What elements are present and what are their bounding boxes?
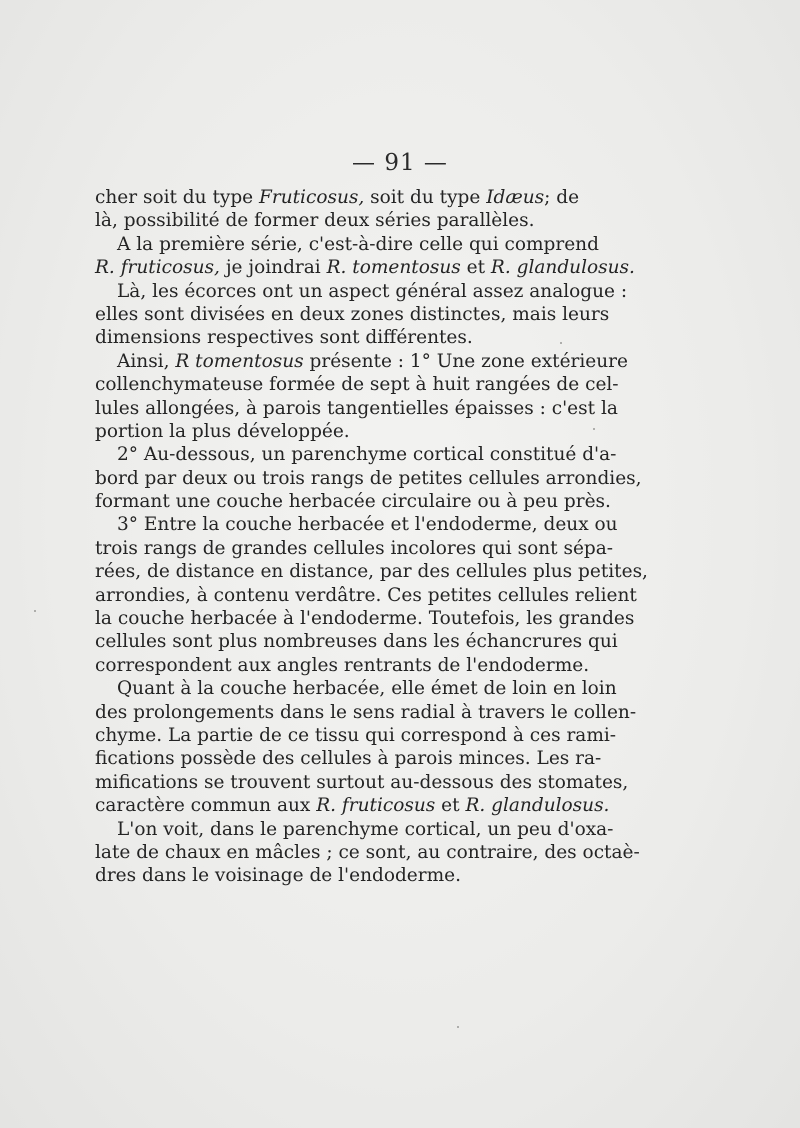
text-segment: collenchymateuse formée de sept à huit rangées de cel- — [95, 374, 619, 396]
text-line — [95, 490, 611, 513]
text-segment: portion la plus développée. — [95, 420, 350, 442]
text-line — [95, 350, 628, 373]
text-segment: lules allongées, à parois tangentielles épaisses : c'est la — [95, 397, 618, 419]
italic-text: R tomentosus — [175, 350, 304, 372]
text-line — [95, 818, 614, 841]
text-segment: elles sont divisées en deux zones distinctes, mais leurs — [95, 303, 610, 325]
text-line — [95, 560, 648, 583]
text-segment: correspondent aux angles rentrants de l'endoderme. — [95, 654, 590, 676]
text-segment: A la première série, c'est-à-dire celle qui comprend — [117, 233, 599, 255]
text-segment: rées, de distance en distance, par des cellules plus petites, — [95, 561, 648, 583]
text-line — [95, 607, 635, 630]
body-text — [95, 186, 648, 888]
paper-speck — [593, 428, 595, 430]
text-segment: et — [460, 257, 491, 279]
paper-speck — [560, 342, 562, 344]
text-segment: trois rangs de grandes cellules incolores qui sont sépa- — [95, 537, 614, 559]
text-line — [95, 233, 599, 256]
text-line — [95, 584, 637, 607]
text-segment: cher soit du type — [95, 187, 260, 208]
text-line — [95, 443, 617, 466]
text-line — [95, 373, 619, 396]
text-line — [95, 724, 617, 747]
text-line — [95, 794, 610, 817]
paper-speck — [34, 610, 36, 612]
text-line — [95, 864, 565, 887]
text-segment: Ainsi, — [117, 350, 176, 372]
text-segment: dimensions respectives sont différentes. — [95, 327, 473, 349]
italic-text: R. fruticosus — [316, 795, 436, 817]
text-line — [95, 841, 640, 864]
text-line — [95, 256, 635, 279]
text-segment: ; de — [544, 187, 580, 208]
text-segment: présente : 1° Une zone extérieure — [303, 350, 628, 372]
text-segment: Quant à la couche herbacée, elle émet de loin en loin — [117, 678, 617, 700]
text-segment: mifications se trouvent surtout au-dessous des stomates, — [95, 771, 629, 793]
text-line — [95, 186, 580, 209]
italic-text: Idæus — [486, 187, 545, 208]
text-line — [95, 280, 628, 303]
text-segment: fications possède des cellules à parois minces. Les ra- — [95, 748, 602, 770]
text-segment: bord par deux ou trois rangs de petites cellules arrondies, — [95, 467, 642, 489]
text-line — [95, 326, 565, 349]
text-segment: formant une couche herbacée circulaire ou à peu près. — [95, 491, 611, 513]
italic-text: R. glandulosus. — [465, 795, 610, 817]
text-segment: des prolongements dans le sens radial à travers le collen- — [95, 701, 637, 723]
text-line — [95, 654, 590, 677]
text-segment: dres dans le voisinage de l'endoderme. — [95, 865, 461, 887]
text-segment: je joindrai — [219, 257, 327, 279]
text-segment: 2° Au-dessous, un parenchyme cortical constitué d'a- — [117, 444, 617, 466]
text-segment: Là, les écorces ont un aspect général assez analogue : — [117, 280, 628, 302]
text-segment: late de chaux en mâcles ; ce sont, au contraire, des octaè- — [95, 841, 640, 863]
italic-text: R. tomentosus — [326, 257, 461, 279]
text-segment: 3° Entre la couche herbacée et l'endoderme, deux ou — [117, 514, 618, 536]
text-segment: et — [435, 795, 466, 817]
text-line — [95, 397, 618, 420]
text-line — [95, 467, 642, 490]
text-line — [95, 771, 629, 794]
italic-text: R. fruticosus, — [95, 257, 220, 279]
text-segment: caractère commun aux — [95, 795, 317, 817]
paper-speck — [457, 1026, 459, 1028]
text-line — [95, 209, 565, 232]
text-segment: arrondies, à contenu verdâtre. Ces petites cellules relient — [95, 584, 637, 606]
text-line — [95, 677, 617, 700]
text-line — [95, 747, 602, 770]
text-line — [95, 701, 637, 724]
text-line — [95, 303, 610, 326]
text-line — [95, 537, 614, 560]
italic-text: R. glandulosus. — [490, 257, 635, 279]
text-line — [95, 630, 618, 653]
text-line — [95, 420, 565, 443]
text-segment: la couche herbacée à l'endoderme. Toutefois, les grandes — [95, 608, 635, 630]
page-number: — 91 — — [352, 150, 448, 176]
text-segment: cellules sont plus nombreuses dans les échancrures qui — [95, 631, 618, 653]
text-line — [95, 513, 618, 536]
text-segment: soit du type — [364, 187, 487, 208]
text-segment: là, possibilité de former deux séries parallèles. — [95, 210, 535, 232]
text-segment: L'on voit, dans le parenchyme cortical, un peu d'oxa- — [117, 818, 614, 840]
text-segment: chyme. La partie de ce tissu qui correspond à ces rami- — [95, 724, 617, 746]
italic-text: Fruticosus, — [259, 187, 365, 208]
